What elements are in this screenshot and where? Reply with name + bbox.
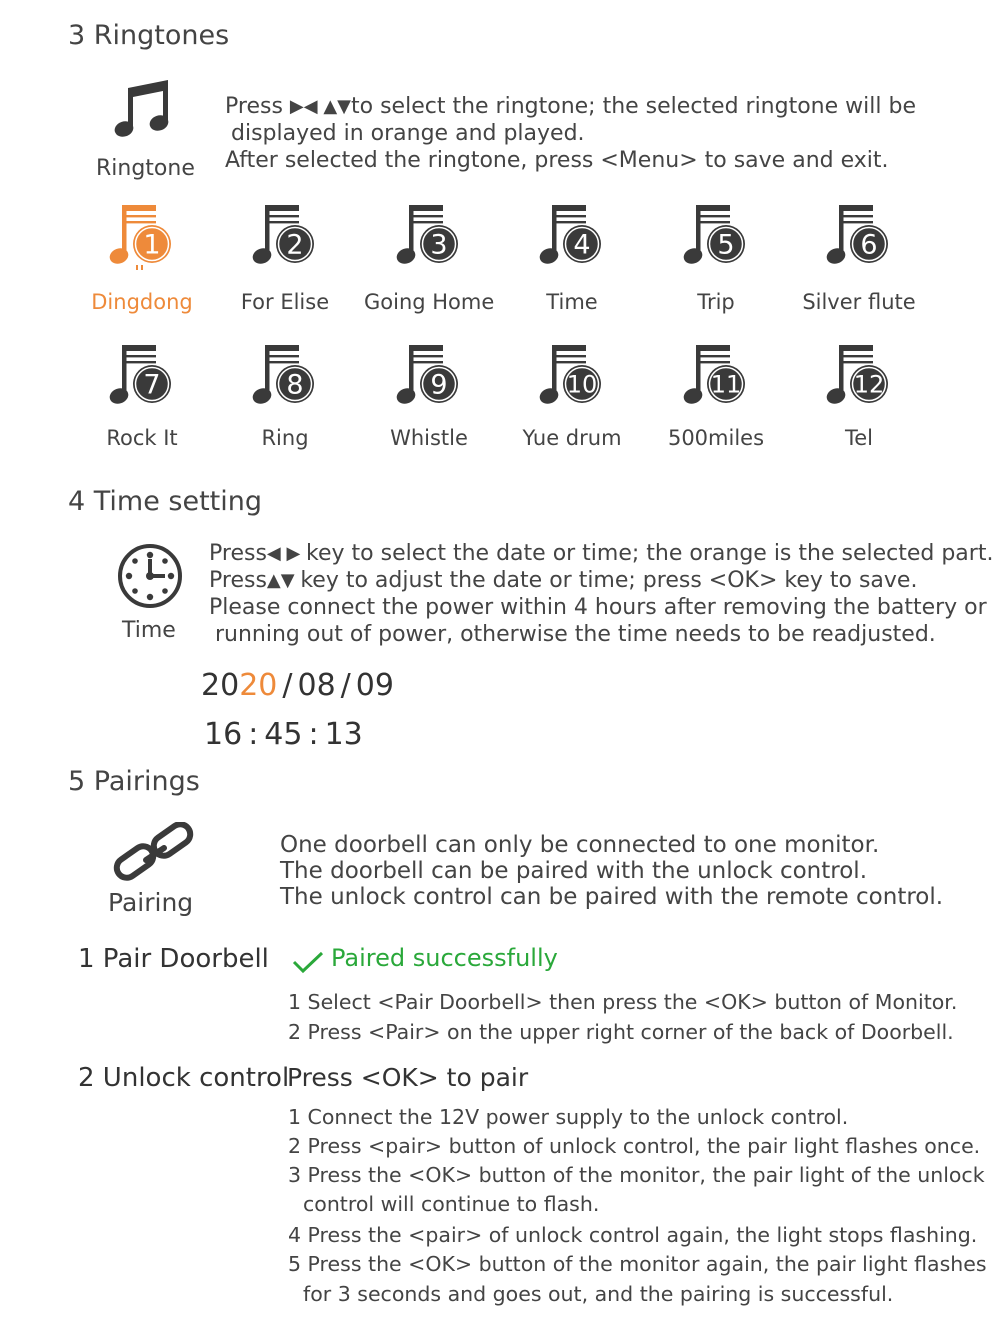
ringtone-name: Yue drum xyxy=(522,426,622,450)
nav-arrows-icon: ▶◀ ▲▼ xyxy=(289,96,351,117)
ringtone-name: Trip xyxy=(697,290,735,314)
time-seconds: 13 xyxy=(324,717,363,752)
doorbell-step-2: 2 Press <Pair> on the upper right corner of the back of Doorbell. xyxy=(288,1020,954,1044)
svg-text:8: 8 xyxy=(286,369,304,401)
date-year-selected: 20 xyxy=(239,668,278,703)
ringtone-name: Ring xyxy=(261,426,309,450)
time-icon-label: Time xyxy=(122,618,176,643)
pair-doorbell-title: 1 Pair Doorbell xyxy=(78,944,269,974)
ringtone-instruction-1: Press ▶◀ ▲▼to select the ringtone; the selected ringtone will be xyxy=(225,94,916,119)
svg-text:11: 11 xyxy=(710,370,742,399)
svg-text:12: 12 xyxy=(853,370,885,399)
numbered-note-icon xyxy=(396,202,462,270)
unlock-control-subtitle: Press <OK> to pair xyxy=(287,1063,529,1092)
paired-status: Paired successfully xyxy=(331,944,558,972)
ringtone-instruction-3: After selected the ringtone, press <Menu> to save and exit. xyxy=(225,148,889,173)
ringtone-name: Silver flute xyxy=(802,290,916,314)
ringtone-item[interactable] xyxy=(364,202,495,314)
numbered-note-icon xyxy=(109,342,175,410)
numbered-note-icon xyxy=(683,342,749,410)
ringtone-name: For Elise xyxy=(240,290,330,314)
date-month: 08 xyxy=(297,668,336,703)
ringtone-item[interactable] xyxy=(651,202,781,314)
numbered-note-icon xyxy=(252,202,318,270)
svg-text:7: 7 xyxy=(143,369,161,401)
clock-icon xyxy=(116,542,184,610)
date-day: 09 xyxy=(355,668,394,703)
ringtone-item[interactable] xyxy=(77,202,207,314)
ringtone-name: 500miles xyxy=(667,426,765,450)
date-year-fixed: 20 xyxy=(201,668,240,703)
ringtone-instruction-2: displayed in orange and played. xyxy=(231,121,585,146)
pairings-heading: 5 Pairings xyxy=(68,766,200,797)
unlock-step-5: 5 Press the <OK> button of the monitor again, the pair light flashes xyxy=(288,1252,987,1276)
ringtone-icon-label: Ringtone xyxy=(96,156,195,181)
numbered-note-icon xyxy=(683,202,749,270)
time-instruction-3: Please connect the power within 4 hours after removing the battery or xyxy=(209,595,987,620)
chain-link-icon xyxy=(112,822,198,884)
time-heading: 4 Time setting xyxy=(68,486,263,517)
ringtone-name: Going Home xyxy=(364,290,495,314)
time-instruction-1: Press◀ ▶ key to select the date or time; the orange is the selected part. xyxy=(209,541,994,566)
unlock-step-4: 4 Press the <pair> of unlock control again, the light stops flashing. xyxy=(288,1223,978,1247)
pairing-info-3: The unlock control can be paired with the remote control. xyxy=(280,884,944,910)
numbered-note-icon xyxy=(826,342,892,410)
up-down-arrows-icon: ▲▼ xyxy=(266,570,301,591)
doorbell-step-1: 1 Select <Pair Doorbell> then press the <OK> button of Monitor. xyxy=(288,990,958,1014)
unlock-step-2: 2 Press <pair> button of unlock control, the pair light flashes once. xyxy=(288,1134,981,1158)
time-instruction-4: running out of power, otherwise the time needs to be readjusted. xyxy=(215,622,936,647)
pairing-info-1: One doorbell can only be connected to one monitor. xyxy=(280,832,880,858)
numbered-note-icon xyxy=(539,342,605,410)
unlock-step-3-cont: control will continue to flash. xyxy=(303,1192,600,1216)
numbered-note-icon xyxy=(252,342,318,410)
music-note-icon xyxy=(112,78,174,140)
ringtone-item[interactable] xyxy=(794,342,924,450)
numbered-note-icon xyxy=(826,202,892,270)
unlock-step-3: 3 Press the <OK> button of the monitor, the pair light of the unlock xyxy=(288,1163,985,1187)
svg-text:9: 9 xyxy=(430,369,448,401)
left-right-arrows-icon: ◀ ▶ xyxy=(266,543,307,564)
numbered-note-icon xyxy=(539,202,605,270)
check-icon xyxy=(292,950,324,974)
unlock-step-1: 1 Connect the 12V power supply to the unlock control. xyxy=(288,1105,849,1129)
pairing-icon-label: Pairing xyxy=(108,888,194,917)
numbered-note-icon xyxy=(109,202,175,270)
ringtone-name: Tel xyxy=(844,426,873,450)
date-display: 2020 / 08 / 09 xyxy=(201,668,394,703)
ringtone-item[interactable] xyxy=(220,342,350,450)
svg-text:1: 1 xyxy=(143,229,161,261)
time-hours: 16 xyxy=(204,717,243,752)
numbered-note-icon xyxy=(396,342,462,410)
svg-text:10: 10 xyxy=(566,370,598,399)
svg-text:3: 3 xyxy=(430,229,448,261)
ringtone-item[interactable] xyxy=(77,342,207,450)
ringtone-name: Whistle xyxy=(390,426,468,450)
svg-text:2: 2 xyxy=(286,229,304,261)
svg-text:4: 4 xyxy=(573,229,591,261)
time-display: 16 : 45 : 13 xyxy=(204,717,363,752)
time-minutes: 45 xyxy=(264,717,303,752)
unlock-step-5-cont: for 3 seconds and goes out, and the pairing is successful. xyxy=(303,1282,894,1306)
ringtone-name: Rock It xyxy=(106,426,178,450)
svg-text:6: 6 xyxy=(860,229,878,261)
pairing-info-2: The doorbell can be paired with the unlock control. xyxy=(280,858,868,884)
unlock-control-title: 2 Unlock control xyxy=(78,1063,290,1093)
ringtone-item[interactable] xyxy=(364,342,494,450)
time-instruction-2: Press▲▼ key to adjust the date or time; press <OK> key to save. xyxy=(209,568,918,593)
ringtone-name: Time xyxy=(546,290,598,314)
ringtone-item[interactable] xyxy=(794,202,924,314)
ringtone-item[interactable] xyxy=(220,202,350,314)
ringtone-item[interactable] xyxy=(651,342,781,450)
ringtone-name: Dingdong xyxy=(91,290,193,314)
ringtone-item[interactable] xyxy=(507,342,637,450)
ringtone-item[interactable] xyxy=(507,202,637,314)
svg-text:5: 5 xyxy=(717,229,735,261)
ringtones-heading: 3 Ringtones xyxy=(68,20,230,51)
